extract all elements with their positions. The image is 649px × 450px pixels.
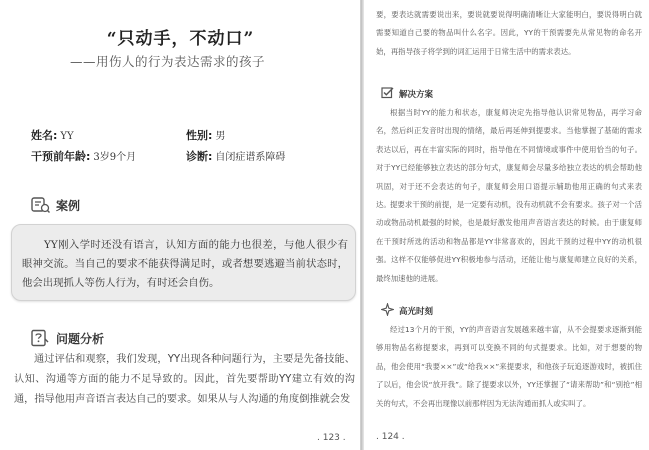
name-value: YY — [60, 131, 74, 142]
diagnosis-value: 自闭症谱系障碍 — [215, 152, 286, 163]
age-field — [31, 148, 136, 164]
case-text: YY刚入学时还没有语言，认知方面的能力也很差，与他人很少有眼神交流。当自己的要求不能获得满足时，或者想要逃避当前状态时，他会出现抓人等伤人行为，有时还会自伤。 — [22, 239, 348, 289]
analysis-heading — [30, 329, 104, 347]
case-heading-label: 案例 — [56, 198, 81, 213]
case-heading — [30, 196, 80, 214]
gender-field — [186, 127, 225, 143]
checkbox-icon — [381, 86, 394, 102]
highlight-heading-label: 高光时刻 — [399, 307, 434, 317]
solution-paragraph-1: 根据当时YY的能力和状态，康复师决定先指导他认识常见物品，再学习命名，然后纠正发音时出现的情绪，最后再延伸到提要求。当他掌握了基础的需求表达以后，再在丰富实际的同时，指导他在不同情境或事件中使用恰当的句子。对于YY已经能够独立表达的部分句式，康复师会尽量多给独立表达的机会帮助他巩固，对于还不会表达的句子，康复师会用口语提示辅助他用正确的句式来表达。 — [376, 108, 642, 210]
case-title: “只动手，不动口” — [106, 29, 255, 49]
gender-value: 男 — [215, 131, 226, 142]
solution-heading-label: 解决方案 — [399, 90, 434, 100]
analysis-text: 通过评估和观察，我们发现，YY出现各种问题行为，主要是先备技能、认知、沟通等方面的能力不足导致的。因此，首先要帮助YY建立有效的沟通，指导他用声音语言表达自己的要求。如果从与人沟通的角度倒推就会发 — [14, 354, 355, 405]
question-doc-icon — [30, 329, 50, 347]
name-label: 姓名: — [31, 129, 58, 142]
right-page — [364, 0, 649, 450]
diagnosis-label: 诊断: — [186, 150, 213, 163]
page-number-right: . 124 . — [376, 432, 405, 442]
age-label: 干预前年龄: — [31, 150, 91, 163]
case-note-icon — [30, 196, 50, 214]
right-top-text: 要，要表达就需要说出来，要说就要说得明确清晰让大家能明白，要说得明白就需要知道自己要的物品叫什么名字。因此，YY的干预需要先从常见物的命名开始，再指导孩子将学到的词汇运用于日常生活中的需求表达。 — [376, 10, 642, 56]
gender-label: 性别: — [186, 129, 213, 142]
highlight-text: 经过13个月的干预，YY的声音语言发展越来越丰富，从不会提要求逐渐到能够用物品名称提要求，再到可以变换不同的句式提要求。比如，对于想要的物品，他会使用“我要××”或“给我××”来提要求，和他孩子玩追逐游戏时，被抓住了以后，他会说“放开我”。除了提要求以外，YY还掌握了“请来帮助”和“别抢”相关的句式，不会再出现像以前那样因为无法沟通而抓人或实叫了。 — [376, 325, 642, 408]
sparkle-icon — [381, 303, 394, 319]
analysis-heading-label: 问题分析 — [56, 331, 105, 346]
name-field — [31, 127, 74, 143]
case-subtitle: ——用伤人的行为表达需求的孩子 — [70, 54, 266, 69]
age-value: 3岁9个月 — [93, 152, 137, 163]
solution-paragraph-2: 提要求干预的前提，是一定要有动机，没有动机就不会有要求。孩子对一个活动或物品动机最强的时候，也是最好激发他用声音语言表达的时候。由于康复师在干预时所选的活动和物品都是YY非常喜欢的，因此干预的过程中YY的动机很强。这样不仅能够促进YY积极地参与活动，还能让他与康复师建立良好的关系，最终加速他的进展。 — [376, 200, 642, 283]
solution-heading — [381, 86, 433, 102]
highlight-heading — [381, 303, 433, 319]
page-number-left: . 123 . — [317, 433, 346, 443]
diagnosis-field — [186, 148, 285, 164]
